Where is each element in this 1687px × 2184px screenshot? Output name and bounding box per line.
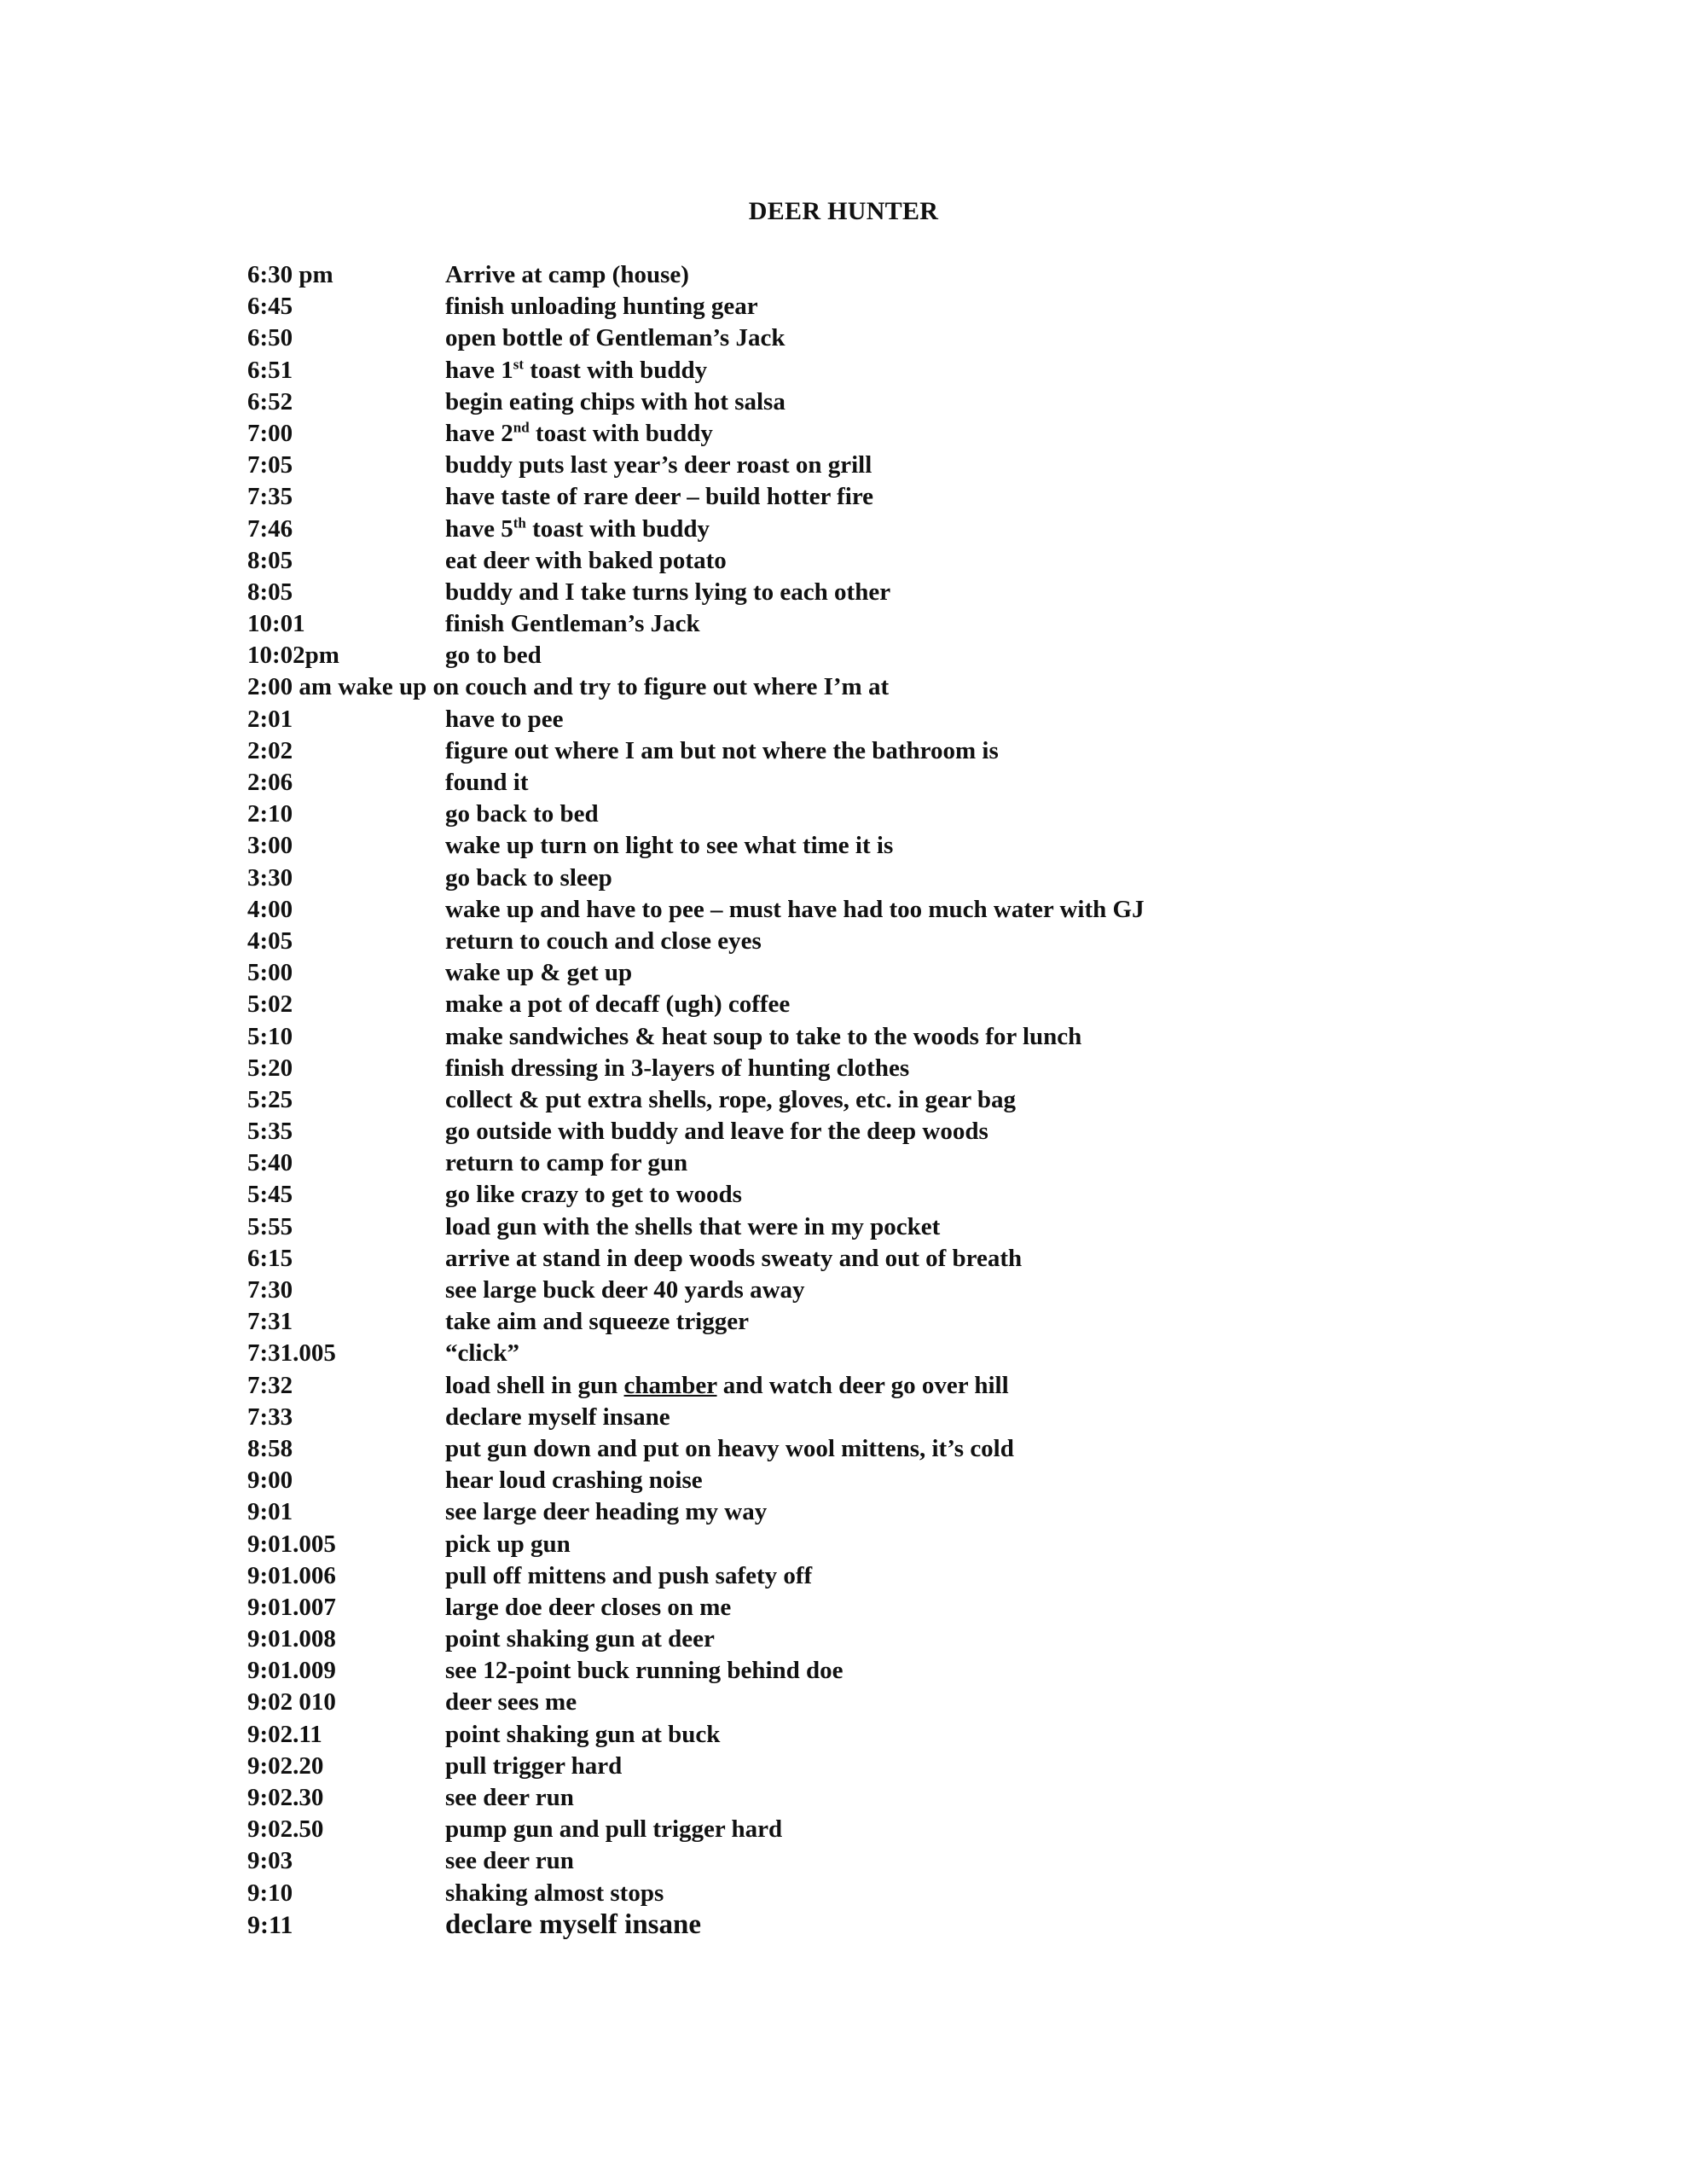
entry-description: open bottle of Gentleman’s Jack	[445, 324, 786, 352]
entry-description: finish Gentleman’s Jack	[445, 610, 700, 638]
entry-time: 6:15	[247, 1244, 293, 1272]
timeline-entry	[247, 1021, 1493, 1053]
entry-time: 2:00 am	[247, 673, 333, 701]
entry-text-part: and watch deer go over hill	[716, 1371, 1009, 1399]
timeline-entry	[247, 735, 1493, 767]
entry-description: see large deer heading my way	[445, 1498, 768, 1526]
entry-description: see 12-point buck running behind doe	[445, 1657, 844, 1685]
entry-time: 5:25	[247, 1085, 293, 1113]
entry-time: 6:50	[247, 324, 293, 352]
timeline-entry	[247, 608, 1493, 640]
timeline-entry	[247, 1623, 1493, 1655]
entry-time: 5:55	[247, 1212, 293, 1240]
entry-description: return to couch and close eyes	[445, 926, 762, 955]
ordinal-suffix: nd	[513, 419, 530, 436]
entry-text-part: toast with buddy	[524, 356, 708, 384]
timeline-entry	[247, 1465, 1493, 1496]
entry-time: 4:00	[247, 895, 293, 923]
entry-description: eat deer with baked potato	[445, 546, 727, 574]
entry-description: pull trigger hard	[445, 1751, 623, 1780]
timeline-entry	[247, 1655, 1493, 1687]
entry-description: large doe deer closes on me	[445, 1593, 732, 1621]
entry-time: 5:00	[247, 959, 293, 987]
entry-description: return to camp for gun	[445, 1149, 688, 1177]
entry-time: 2:02	[247, 736, 293, 764]
entry-time: 9:02.11	[247, 1720, 322, 1748]
entry-time: 2:01	[247, 705, 293, 733]
timeline-entry	[247, 767, 1493, 799]
entry-time: 2:10	[247, 800, 293, 828]
timeline-entry	[247, 863, 1493, 894]
entry-time: 9:02 010	[247, 1688, 336, 1716]
timeline-entry	[247, 894, 1493, 926]
timeline-entry	[247, 1402, 1493, 1433]
timeline-entry	[247, 259, 1493, 291]
entry-description: pump gun and pull trigger hard	[445, 1815, 783, 1844]
timeline-entry	[247, 640, 1493, 671]
entry-description: go back to bed	[445, 800, 599, 828]
entry-time: 9:01	[247, 1498, 293, 1526]
entry-text-part: have 5	[445, 514, 513, 543]
entry-description: hear loud crashing noise	[445, 1467, 703, 1495]
entry-description: Arrive at camp (house)	[445, 261, 689, 288]
ordinal-suffix: st	[513, 355, 525, 372]
entry-description: declare myself insane	[445, 1908, 702, 1940]
timeline-entry	[247, 671, 1493, 703]
timeline-entry	[247, 1306, 1493, 1338]
entry-time: 7:33	[247, 1403, 293, 1431]
entry-time: 9:11	[247, 1910, 293, 1939]
entry-description: see deer run	[445, 1784, 574, 1811]
timeline-entry	[247, 418, 1493, 450]
entry-time: 9:01.006	[247, 1561, 336, 1589]
entry-description: point shaking gun at deer	[445, 1625, 715, 1653]
timeline-entry	[247, 704, 1493, 735]
entry-description: have taste of rare deer – build hotter fire	[445, 483, 874, 511]
entry-text-part: load shell in gun	[445, 1371, 624, 1399]
timeline-entry	[247, 1084, 1493, 1116]
entry-description: go to bed	[445, 642, 542, 670]
timeline-entry	[247, 1211, 1493, 1243]
entry-description: shaking almost stops	[445, 1879, 664, 1907]
entry-time: 9:02.20	[247, 1751, 324, 1780]
entry-description: have to pee	[445, 705, 564, 733]
entry-description: deer sees me	[445, 1688, 577, 1716]
entry-description: buddy puts last year’s deer roast on grill	[445, 451, 872, 479]
timeline-entry	[247, 1370, 1493, 1402]
timeline-entry	[247, 799, 1493, 830]
document-title: DEER HUNTER	[748, 197, 939, 225]
entry-time: 2:06	[247, 769, 293, 796]
entry-time: 7:32	[247, 1371, 293, 1399]
entry-description: go back to sleep	[445, 863, 612, 892]
timeline-entry	[247, 1814, 1493, 1845]
ordinal-suffix: th	[513, 514, 526, 531]
entry-time: 9:01.008	[247, 1625, 336, 1653]
entry-time: 6:52	[247, 387, 293, 415]
entry-time: 9:02.50	[247, 1815, 324, 1844]
entry-description: begin eating chips with hot salsa	[445, 387, 786, 415]
timeline-entry	[247, 1719, 1493, 1751]
timeline-entry	[247, 1433, 1493, 1465]
entry-time: 9:03	[247, 1847, 293, 1875]
entry-description: pick up gun	[445, 1530, 571, 1558]
entry-description: take aim and squeeze trigger	[445, 1308, 749, 1336]
entry-description: collect & put extra shells, rope, gloves, etc. in gear bag	[445, 1085, 1017, 1113]
entry-time: 9:01.005	[247, 1530, 336, 1558]
timeline-entry	[247, 1592, 1493, 1623]
entry-time: 6:45	[247, 293, 293, 321]
timeline-list	[247, 259, 1493, 1941]
entry-text-part: have 2	[445, 419, 513, 447]
entry-description: put gun down and put on heavy wool mittens, it’s cold	[445, 1434, 1014, 1462]
entry-description: figure out where I am but not where the bathroom is	[445, 736, 999, 764]
entry-description: make a pot of decaff (ugh) coffee	[445, 990, 791, 1019]
entry-time: 7:00	[247, 419, 293, 447]
entry-description: see deer run	[445, 1847, 574, 1875]
entry-time: 8:05	[247, 546, 293, 574]
timeline-entry	[247, 1560, 1493, 1592]
timeline-entry	[247, 1782, 1493, 1814]
entry-time: 7:30	[247, 1276, 293, 1304]
entry-description: go outside with buddy and leave for the deep woods	[445, 1118, 988, 1146]
entry-time: 9:02.30	[247, 1784, 324, 1811]
entry-time: 7:35	[247, 483, 293, 511]
entry-text-part: toast with buddy	[525, 514, 710, 543]
timeline-entry	[247, 450, 1493, 481]
timeline-entry	[247, 1243, 1493, 1275]
timeline-entry	[247, 1053, 1493, 1084]
entry-description: make sandwiches & heat soup to take to the woods for lunch	[445, 1022, 1082, 1050]
entry-description: declare myself insane	[445, 1403, 670, 1431]
entry-time: 3:00	[247, 832, 293, 860]
timeline-entry	[247, 957, 1493, 989]
timeline-entry	[247, 355, 1493, 386]
entry-time: 7:31	[247, 1308, 293, 1336]
timeline-entry	[247, 1147, 1493, 1179]
entry-time: 7:05	[247, 451, 293, 479]
entry-description: buddy and I take turns lying to each other	[445, 578, 891, 606]
timeline-entry	[247, 1909, 1493, 1941]
entry-description: found it	[445, 769, 529, 796]
timeline-entry	[247, 577, 1493, 608]
underlined-word: chamber	[623, 1371, 717, 1399]
entry-description: wake up turn on light to see what time it is	[445, 832, 894, 860]
entry-description	[445, 418, 713, 450]
entry-time: 4:05	[247, 926, 293, 955]
timeline-entry	[247, 1275, 1493, 1306]
entry-time: 8:58	[247, 1434, 293, 1462]
entry-time: 5:02	[247, 990, 293, 1019]
entry-description: “click”	[445, 1339, 519, 1368]
entry-description: finish unloading hunting gear	[445, 293, 758, 321]
timeline-entry	[247, 1116, 1493, 1147]
timeline-entry	[247, 1496, 1493, 1528]
entry-text-part: toast with buddy	[529, 419, 713, 447]
entry-description: finish dressing in 3-layers of hunting clothes	[445, 1054, 910, 1082]
timeline-entry	[247, 926, 1493, 957]
entry-time: 9:01.009	[247, 1657, 336, 1685]
entry-time: 10:02pm	[247, 642, 339, 670]
entry-description: see large buck deer 40 yards away	[445, 1276, 805, 1304]
entry-description: load gun with the shells that were in my pocket	[445, 1212, 941, 1240]
timeline-entry	[247, 1751, 1493, 1782]
timeline-entry	[247, 830, 1493, 862]
entry-time: 7:31.005	[247, 1339, 336, 1368]
timeline-entry	[247, 1687, 1493, 1718]
timeline-entry	[247, 1529, 1493, 1560]
timeline-entry	[247, 545, 1493, 577]
entry-description: go like crazy to get to woods	[445, 1181, 742, 1209]
entry-time: 10:01	[247, 610, 305, 638]
entry-description: pull off mittens and push safety off	[445, 1561, 813, 1589]
timeline-entry	[247, 291, 1493, 322]
timeline-entry	[247, 1338, 1493, 1369]
entry-text-part: have 1	[445, 356, 513, 384]
entry-time: 5:10	[247, 1022, 293, 1050]
timeline-entry	[247, 514, 1493, 545]
entry-description: arrive at stand in deep woods sweaty and out of breath	[445, 1244, 1023, 1272]
entry-description: wake up and have to pee – must have had too much water with GJ	[445, 895, 1145, 923]
entry-description: wake up on couch and try to figure out where I’m at	[338, 673, 890, 701]
entry-description	[445, 514, 710, 545]
entry-time: 5:40	[247, 1149, 293, 1177]
entry-time: 9:01.007	[247, 1593, 336, 1621]
timeline-entry	[247, 1179, 1493, 1211]
entry-description	[445, 1370, 1009, 1402]
entry-time: 6:30 pm	[247, 261, 333, 288]
entry-time: 9:10	[247, 1879, 293, 1907]
timeline-entry	[247, 1878, 1493, 1909]
entry-time: 6:51	[247, 356, 293, 384]
entry-time: 5:35	[247, 1118, 293, 1146]
timeline-entry	[247, 989, 1493, 1020]
entry-time: 8:05	[247, 578, 293, 606]
entry-time: 5:20	[247, 1054, 293, 1082]
entry-time: 3:30	[247, 863, 293, 892]
entry-description	[445, 355, 707, 386]
entry-time: 5:45	[247, 1181, 293, 1209]
entry-time: 9:00	[247, 1467, 293, 1495]
timeline-entry	[247, 322, 1493, 354]
timeline-entry	[247, 1845, 1493, 1877]
timeline-entry	[247, 386, 1493, 418]
entry-description: wake up & get up	[445, 959, 633, 987]
timeline-entry	[247, 481, 1493, 513]
entry-description: point shaking gun at buck	[445, 1720, 721, 1748]
entry-time: 7:46	[247, 514, 293, 543]
